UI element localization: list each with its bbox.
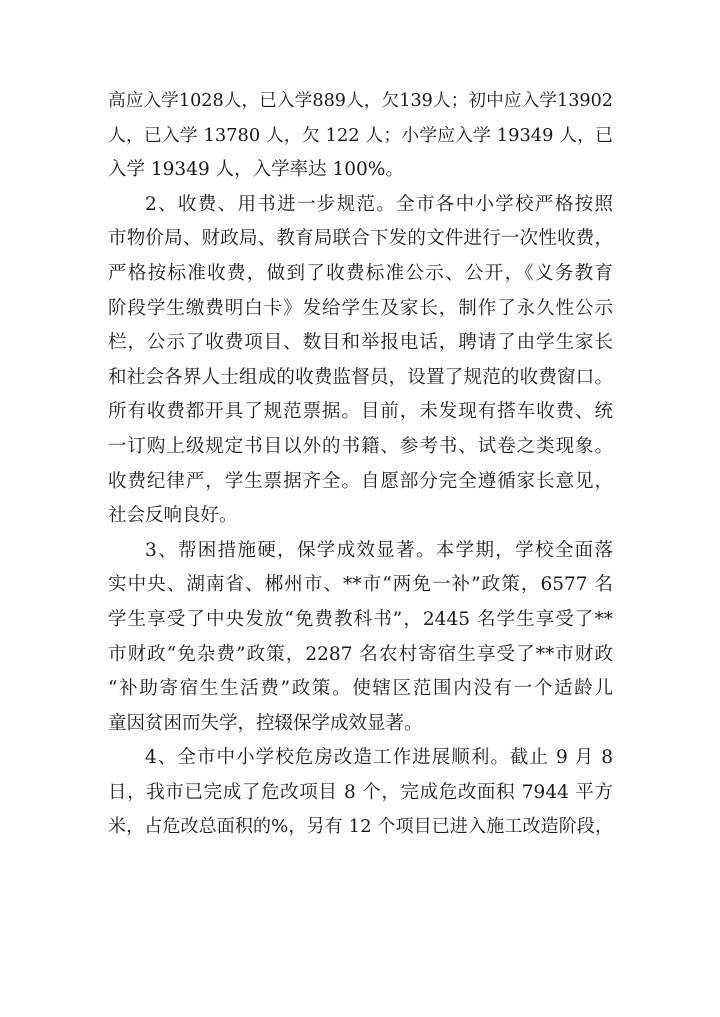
text-line: 严格按标准收费，做到了收费标准公示、公开，《义务教育 xyxy=(108,262,613,284)
text-line: 高应入学1028人，已入学889人，欠139人；初中应入学13902 xyxy=(108,91,613,111)
text-line: 入学 19349 人，入学率达 100%。 xyxy=(108,159,404,181)
paragraph-building-renovation xyxy=(108,741,613,845)
text-line: 社会反响良好。 xyxy=(108,505,238,527)
paragraph-poverty-assistance xyxy=(108,534,613,742)
text-line: 童因贫困而失学，控辍保学成效显著。 xyxy=(108,712,423,734)
text-line: 2、收费、用书进一步规范。全市各中小学校严格按照 xyxy=(145,193,613,215)
text-line: 和社会各界人士组成的收费监督员，设置了规范的收费窗口。 xyxy=(108,366,613,388)
text-line: 学生享受了中央发放“免费教科书”，2445 名学生享受了** xyxy=(108,608,613,630)
text-line: 人，已入学 13780 人，欠 122 人；小学应入学 19349 人，已 xyxy=(108,124,613,146)
text-line: 市财政“免杂费”政策，2287 名农村寄宿生享受了**市财政 xyxy=(108,643,613,665)
text-line: 实中央、湖南省、郴州市、**市“两免一补”政策，6577 名 xyxy=(108,574,613,596)
text-line: 日，我市已完成了危改项目 8 个，完成危改面积 7944 平方 xyxy=(108,781,613,803)
paragraph-fees-textbooks xyxy=(108,188,613,534)
text-line: 一订购上级规定书目以外的书籍、参考书、试卷之类现象。 xyxy=(108,435,613,457)
paragraph-enrollment-continued xyxy=(108,84,613,188)
text-line: 米，占危改总面积的%，另有 12 个项目已进入施工改造阶段， xyxy=(108,816,613,838)
text-line: 3、帮困措施硬，保学成效显著。本学期，学校全面落 xyxy=(145,539,613,561)
text-line: 阶段学生缴费明白卡》发给学生及家长，制作了永久性公示 xyxy=(108,297,613,319)
text-line: 所有收费都开具了规范票据。目前，未发现有搭车收费、统 xyxy=(108,401,613,423)
text-line: 市物价局、财政局、教育局联合下发的文件进行一次性收费， xyxy=(108,228,613,250)
text-line: “补助寄宿生生活费”政策。使辖区范围内没有一个适龄儿 xyxy=(108,678,613,700)
text-line: 收费纪律严，学生票据齐全。自愿部分完全遵循家长意见， xyxy=(108,470,613,492)
document-body xyxy=(108,84,613,845)
text-line: 4、全市中小学校危房改造工作进展顺利。截止 9 月 8 xyxy=(145,747,613,769)
text-line: 栏，公示了收费项目、数目和举报电话，聘请了由学生家长 xyxy=(108,332,613,354)
